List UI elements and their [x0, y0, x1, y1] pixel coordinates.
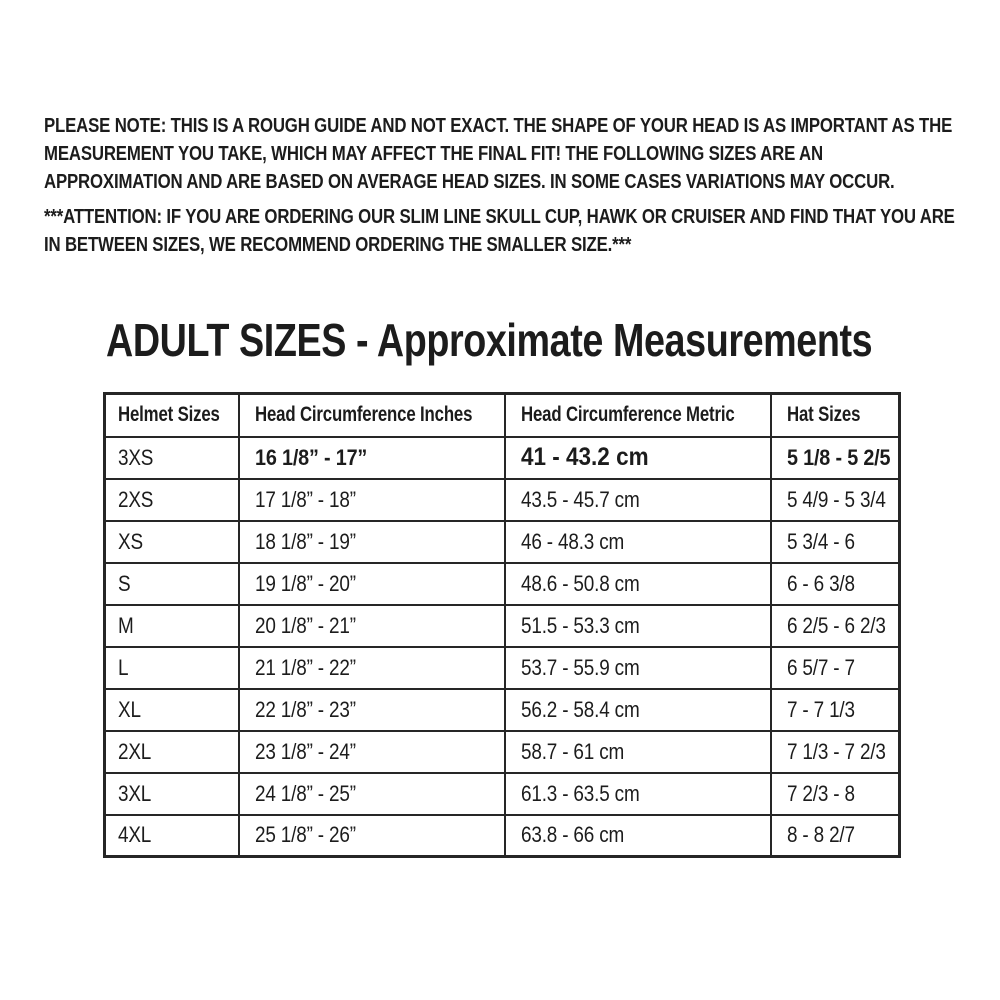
cell-hat: [771, 815, 900, 857]
cell-inches: [239, 815, 505, 857]
cell-hat-value: 5 4/9 - 5 3/4: [786, 486, 886, 512]
cell-metric-value: 56.2 - 58.4 cm: [520, 696, 640, 722]
table-row: [105, 437, 900, 479]
cell-hat-value: 6 5/7 - 7: [786, 654, 855, 680]
column-header-label: Head Circumference Metric: [520, 403, 735, 427]
cell-hat-value: 7 2/3 - 8: [786, 780, 855, 806]
cell-inches: [239, 563, 505, 605]
cell-helmet: [105, 437, 239, 479]
cell-metric-value: 41 - 43.2 cm: [520, 443, 649, 471]
cell-metric-value: 46 - 48.3 cm: [520, 528, 624, 554]
cell-metric: [505, 521, 771, 563]
cell-metric-value: 48.6 - 50.8 cm: [520, 570, 640, 596]
cell-hat-value: 6 2/5 - 6 2/3: [786, 612, 886, 638]
table-row: [105, 563, 900, 605]
size-table-body: [105, 437, 900, 857]
cell-helmet: [105, 731, 239, 773]
cell-helmet-value: XS: [118, 528, 143, 554]
table-row: [105, 521, 900, 563]
cell-metric: [505, 815, 771, 857]
cell-helmet-value: M: [118, 612, 134, 638]
cell-inches-value: 17 1/8” - 18”: [254, 486, 356, 512]
cell-helmet-value: 3XS: [118, 444, 154, 470]
size-table: [103, 392, 901, 858]
cell-inches-value: 16 1/8” - 17”: [254, 444, 367, 470]
table-row: [105, 647, 900, 689]
cell-helmet: [105, 815, 239, 857]
cell-helmet: [105, 563, 239, 605]
page-title: ADULT SIZES - Approximate Measurements: [106, 314, 873, 366]
cell-metric-value: 63.8 - 66 cm: [520, 822, 624, 848]
size-table-header: [105, 394, 900, 437]
column-header-metric: [505, 394, 771, 437]
cell-metric-value: 61.3 - 63.5 cm: [520, 780, 640, 806]
cell-hat: [771, 689, 900, 731]
column-header-hat-sizes: [771, 394, 900, 437]
cell-hat-value: 5 1/8 - 5 2/5: [786, 444, 890, 470]
cell-inches-value: 19 1/8” - 20”: [254, 570, 356, 596]
cell-helmet-value: 2XS: [118, 486, 154, 512]
cell-metric: [505, 437, 771, 479]
cell-inches-value: 20 1/8” - 21”: [254, 612, 356, 638]
cell-metric-value: 51.5 - 53.3 cm: [520, 612, 640, 638]
cell-inches-value: 25 1/8” - 26”: [254, 822, 356, 848]
table-row: [105, 479, 900, 521]
cell-hat-value: 7 - 7 1/3: [786, 696, 855, 722]
table-row: [105, 689, 900, 731]
cell-inches-value: 23 1/8” - 24”: [254, 738, 356, 764]
cell-inches: [239, 605, 505, 647]
cell-hat: [771, 521, 900, 563]
cell-metric: [505, 773, 771, 815]
cell-helmet-value: 2XL: [118, 738, 152, 764]
cell-hat: [771, 437, 900, 479]
cell-metric: [505, 605, 771, 647]
note-text: PLEASE NOTE: THIS IS A ROUGH GUIDE AND NOT EXACT. THE SHAPE OF YOUR HEAD IS AS IMPORTANT AS THE MEASUREMENT YOU TAKE, WHICH MAY AFFECT THE FINAL FIT! THE FOLLOWING SIZES ARE AN APPROXIMATION AND ARE BASED ON AVERAGE HEAD SIZES. IN SOME CASES VARIATIONS MAY OCCUR.: [44, 115, 953, 193]
cell-metric-value: 43.5 - 45.7 cm: [520, 486, 640, 512]
table-row: [105, 815, 900, 857]
cell-metric-value: 58.7 - 61 cm: [520, 738, 624, 764]
table-row: [105, 773, 900, 815]
cell-helmet-value: S: [118, 570, 131, 596]
cell-helmet-value: 3XL: [118, 780, 152, 806]
attention-text: ***ATTENTION: IF YOU ARE ORDERING OUR SLIM LINE SKULL CUP, HAWK OR CRUISER AND FIND THAT YOU ARE IN BETWEEN SIZES, WE RECOMMEND ORDERING THE SMALLER SIZE.***: [44, 206, 955, 256]
cell-helmet: [105, 605, 239, 647]
cell-inches: [239, 773, 505, 815]
cell-helmet: [105, 647, 239, 689]
cell-helmet-value: 4XL: [118, 822, 152, 848]
cell-helmet-value: XL: [118, 696, 141, 722]
cell-metric: [505, 647, 771, 689]
cell-metric: [505, 689, 771, 731]
column-header-label: Head Circumference Inches: [254, 403, 472, 427]
cell-hat: [771, 563, 900, 605]
cell-hat-value: 7 1/3 - 7 2/3: [786, 738, 886, 764]
cell-inches-value: 18 1/8” - 19”: [254, 528, 356, 554]
header-row: [105, 394, 900, 437]
cell-metric: [505, 563, 771, 605]
cell-metric: [505, 731, 771, 773]
cell-inches-value: 22 1/8” - 23”: [254, 696, 356, 722]
column-header-helmet-sizes: [105, 394, 239, 437]
cell-hat-value: 6 - 6 3/8: [786, 570, 855, 596]
cell-hat: [771, 605, 900, 647]
cell-hat: [771, 731, 900, 773]
cell-helmet: [105, 773, 239, 815]
cell-helmet-value: L: [118, 654, 129, 680]
table-row: [105, 605, 900, 647]
cell-inches: [239, 647, 505, 689]
cell-inches: [239, 731, 505, 773]
column-header-inches: [239, 394, 505, 437]
cell-inches-value: 24 1/8” - 25”: [254, 780, 356, 806]
cell-helmet: [105, 689, 239, 731]
cell-helmet: [105, 479, 239, 521]
cell-hat: [771, 773, 900, 815]
column-header-label: Helmet Sizes: [118, 403, 220, 427]
cell-inches: [239, 479, 505, 521]
cell-hat-value: 8 - 8 2/7: [786, 822, 855, 848]
cell-inches: [239, 521, 505, 563]
cell-hat-value: 5 3/4 - 6: [786, 528, 855, 554]
cell-metric: [505, 479, 771, 521]
cell-metric-value: 53.7 - 55.9 cm: [520, 654, 640, 680]
cell-helmet: [105, 521, 239, 563]
cell-inches: [239, 437, 505, 479]
cell-hat: [771, 647, 900, 689]
cell-inches: [239, 689, 505, 731]
cell-hat: [771, 479, 900, 521]
cell-inches-value: 21 1/8” - 22”: [254, 654, 356, 680]
table-row: [105, 731, 900, 773]
column-header-label: Hat Sizes: [786, 403, 860, 427]
